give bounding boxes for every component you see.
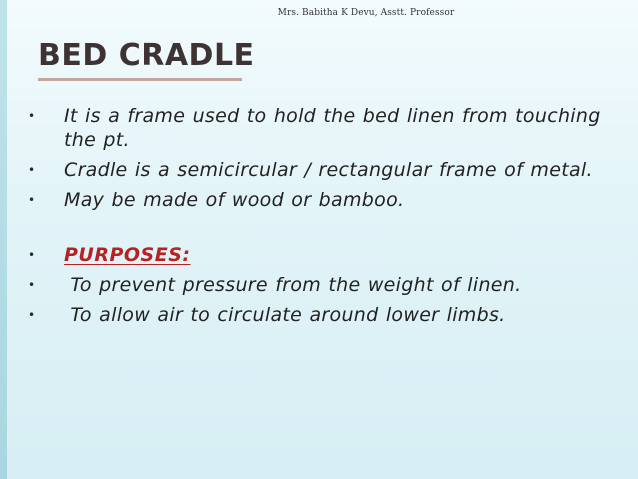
bullet-item-purposes-heading <box>28 243 633 267</box>
bullet-list <box>28 104 633 327</box>
bullet-item-cradle-shape <box>28 158 633 182</box>
title-underline-rule <box>38 78 242 81</box>
slide-header-note <box>0 8 638 18</box>
author-credit: Mrs. Babitha K Devu, Asstt. Professor <box>277 8 455 18</box>
bullet-dot-icon: • <box>28 109 36 123</box>
bullet-text: It is a frame used to hold the bed linen from touching the pt. <box>64 105 601 151</box>
bullet-text: May be made of wood or bamboo. <box>64 189 405 211</box>
bullet-text: To allow air to circulate around lower limbs. <box>64 304 506 326</box>
bullet-dot-icon: • <box>28 308 36 322</box>
bullet-item-prevent-pressure <box>28 273 633 297</box>
bullet-dot-icon: • <box>28 163 36 177</box>
bullet-item-air-circulation <box>28 303 633 327</box>
purposes-heading: PURPOSES: <box>64 244 191 266</box>
bullet-dot-icon: • <box>28 248 36 262</box>
bullet-dot-icon: • <box>28 193 36 207</box>
bullet-dot-icon: • <box>28 278 36 292</box>
bullet-item-frame-definition <box>28 104 633 152</box>
slide-title: BED CRADLE <box>38 38 255 73</box>
bullet-item-materials <box>28 188 633 212</box>
bullet-text: To prevent pressure from the weight of linen. <box>64 274 522 296</box>
slide-left-accent-bar <box>0 0 7 479</box>
bullet-text: Cradle is a semicircular / rectangular frame of metal. <box>64 159 593 181</box>
